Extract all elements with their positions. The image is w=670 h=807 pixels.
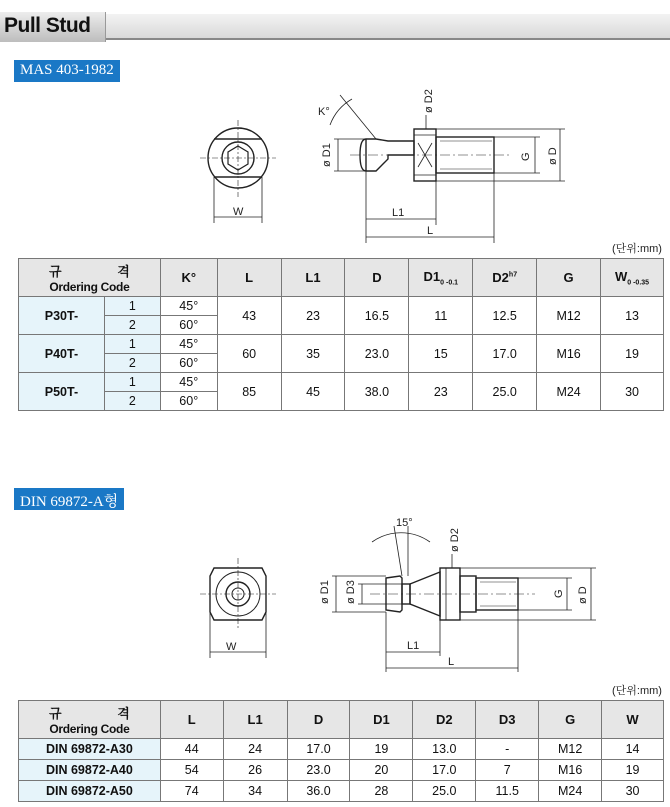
- col-d2: $D2^{h7}$: [473, 259, 537, 297]
- unit-label-1: (단위:mm): [612, 243, 662, 255]
- table-cell: 45: [281, 373, 345, 411]
- table-cell: 13.0: [413, 739, 476, 760]
- dim-label-l1: L1: [392, 207, 405, 219]
- col-l1: L1: [223, 701, 287, 739]
- table-cell: 74: [160, 781, 223, 802]
- col-d: D: [287, 701, 350, 739]
- table-cell: 14: [602, 739, 664, 760]
- table-cell: 1: [104, 297, 160, 316]
- col-g: G: [537, 259, 601, 297]
- standard-badge-mas: MAS 403-1982: [14, 60, 120, 82]
- table-cell: DIN 69872-A50: [19, 781, 161, 802]
- col-d2: D2: [413, 701, 476, 739]
- table-cell: 30: [602, 781, 664, 802]
- table-cell: 17.0: [473, 335, 537, 373]
- table-cell: 17.0: [287, 739, 350, 760]
- dim-label-angle: 15°: [396, 517, 413, 529]
- col-ordering-code: 규 격 Ordering Code: [19, 701, 161, 739]
- table-row: [19, 297, 664, 316]
- table-cell: 38.0: [345, 373, 409, 411]
- table-cell: P50T-: [19, 373, 105, 411]
- col-d1: D1: [350, 701, 413, 739]
- table-cell: 16.5: [345, 297, 409, 335]
- table-cell: 26: [223, 760, 287, 781]
- unit-label-2: (단위:mm): [612, 685, 662, 697]
- table-cell: 23: [409, 373, 473, 411]
- table-row: [19, 335, 664, 354]
- col-ordering-code: 규 격 Ordering Code: [19, 259, 161, 297]
- table-cell: 35: [281, 335, 345, 373]
- table-cell: 43: [217, 297, 281, 335]
- col-w: $W_{0 -0.35}$: [601, 259, 664, 297]
- table-cell: 19: [602, 760, 664, 781]
- dim-label-d: ø D: [547, 147, 559, 165]
- table-cell: P40T-: [19, 335, 105, 373]
- dim-label-w: W: [226, 641, 237, 653]
- table-cell: 23.0: [345, 335, 409, 373]
- table-cell: 23: [281, 297, 345, 335]
- dim-label-l: L: [427, 225, 434, 237]
- dim-label-l1: L1: [407, 640, 420, 652]
- table-header-row: [19, 259, 664, 297]
- mas-pull-stud-diagram: [0, 85, 670, 255]
- table-cell: M24: [539, 781, 602, 802]
- table-cell: 1: [104, 335, 160, 354]
- dim-label-l: L: [448, 656, 455, 668]
- table-row: [19, 760, 664, 781]
- col-l: L: [160, 701, 223, 739]
- table-cell: 45°: [160, 335, 217, 354]
- table-cell: 19: [350, 739, 413, 760]
- table-cell: 85: [217, 373, 281, 411]
- table-cell: 23.0: [287, 760, 350, 781]
- table-cell: M12: [537, 297, 601, 335]
- standard-badge-din: DIN 69872-A형: [14, 488, 124, 510]
- table-cell: 30: [601, 373, 664, 411]
- dim-label-d: ø D: [577, 586, 589, 604]
- dim-label-g: G: [520, 152, 532, 161]
- table-cell: 2: [104, 316, 160, 335]
- table-cell: 60°: [160, 316, 217, 335]
- table-cell: 12.5: [473, 297, 537, 335]
- table-cell: 7: [476, 760, 539, 781]
- table-cell: 1: [104, 373, 160, 392]
- col-d1: $D1_{0 -0.1}$: [409, 259, 473, 297]
- table-cell: 15: [409, 335, 473, 373]
- table-cell: P30T-: [19, 297, 105, 335]
- table-cell: 2: [104, 354, 160, 373]
- table-header-row: [19, 701, 664, 739]
- table-row: [19, 373, 664, 392]
- table-cell: 60°: [160, 354, 217, 373]
- table-cell: M12: [539, 739, 602, 760]
- table-row: [19, 739, 664, 760]
- dim-label-d2: ø D2: [423, 89, 435, 113]
- din-pull-stud-diagram: [0, 512, 670, 682]
- dim-label-w: W: [233, 206, 244, 218]
- table-cell: 36.0: [287, 781, 350, 802]
- col-d3: D3: [476, 701, 539, 739]
- table-cell: 28: [350, 781, 413, 802]
- dim-label-k: K°: [318, 106, 330, 118]
- dim-label-d1: ø D1: [321, 143, 333, 167]
- table-cell: 2: [104, 392, 160, 411]
- table-cell: 11.5: [476, 781, 539, 802]
- table-cell: 19: [601, 335, 664, 373]
- table-cell: 44: [160, 739, 223, 760]
- table-cell: 25.0: [473, 373, 537, 411]
- table-row: [19, 781, 664, 802]
- table-cell: 45°: [160, 297, 217, 316]
- table-cell: 13: [601, 297, 664, 335]
- table-cell: M24: [537, 373, 601, 411]
- table-cell: 34: [223, 781, 287, 802]
- page-header: [0, 8, 670, 42]
- table-cell: -: [476, 739, 539, 760]
- table-cell: M16: [539, 760, 602, 781]
- col-d: D: [345, 259, 409, 297]
- col-k: K°: [160, 259, 217, 297]
- table-cell: 17.0: [413, 760, 476, 781]
- page-title: Pull Stud: [0, 12, 106, 42]
- table-cell: 54: [160, 760, 223, 781]
- dim-label-d2: ø D2: [449, 528, 461, 552]
- din-spec-table: [18, 700, 664, 802]
- table-cell: 25.0: [413, 781, 476, 802]
- table-cell: 60: [217, 335, 281, 373]
- dim-label-g: G: [553, 589, 565, 598]
- table-cell: DIN 69872-A40: [19, 760, 161, 781]
- col-l: L: [217, 259, 281, 297]
- table-cell: 60°: [160, 392, 217, 411]
- mas-spec-table: [18, 258, 664, 411]
- col-g: G: [539, 701, 602, 739]
- col-l1: L1: [281, 259, 345, 297]
- table-cell: 11: [409, 297, 473, 335]
- table-cell: 45°: [160, 373, 217, 392]
- dim-label-d3: ø D3: [345, 580, 357, 604]
- dim-label-d1: ø D1: [319, 580, 331, 604]
- table-cell: 24: [223, 739, 287, 760]
- col-w: W: [602, 701, 664, 739]
- table-cell: DIN 69872-A30: [19, 739, 161, 760]
- table-cell: M16: [537, 335, 601, 373]
- table-cell: 20: [350, 760, 413, 781]
